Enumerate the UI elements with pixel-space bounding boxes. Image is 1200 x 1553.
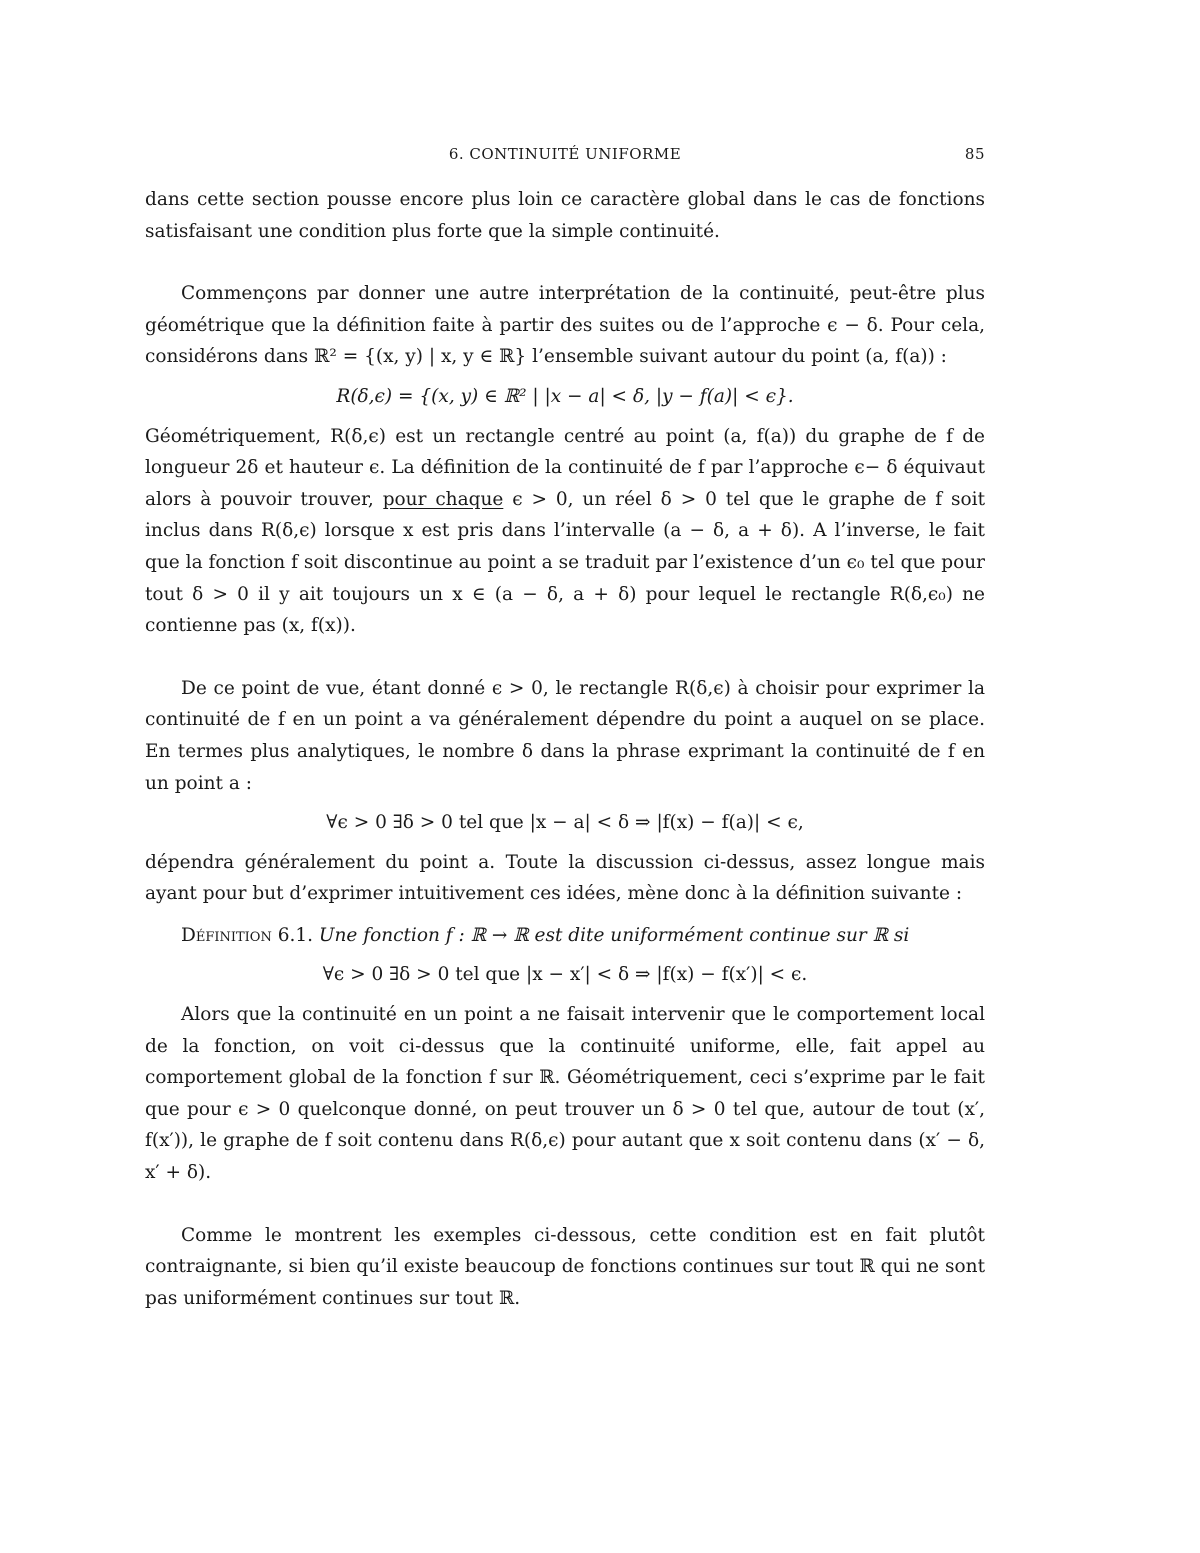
definition-6-1 — [145, 920, 985, 952]
paragraph-3-end: ϵ > 0, un réel δ > 0 tel que le graphe de f soit inclus dans R(δ,ϵ) lorsque x est pris dans l’intervalle (a − δ, a + δ). A l’inverse, le fait que la fonction f soit discontinue au point a se traduit par l’existence d’un ϵ₀ tel que pour tout δ > 0 il y ait toujours un x ∈ (a − δ, a + δ) pour lequel le rectangle R(δ,ϵ₀) ne contienne pas (x, f(x)). — [145, 488, 985, 637]
page — [145, 140, 985, 1314]
paragraph-7: Comme le montrent les exemples ci-dessous, cette condition est en fait plutôt contraignante, si bien qu’il existe beaucoup de fonctions continues sur tout ℝ qui ne sont pas uniformément continues sur tout ℝ. — [145, 1224, 985, 1309]
paragraph-4: De ce point de vue, étant donné ϵ > 0, le rectangle R(δ,ϵ) à choisir pour exprimer la continuité de f en un point a va généralement dépendre du point a auquel on se place. En termes plus analytiques, le nombre δ dans la phrase exprimant la continuité de f en un point a : — [145, 677, 985, 794]
equation-continuity: ∀ϵ > 0 ∃δ > 0 tel que |x − a| < δ ⇒ |f(x) − f(a)| < ϵ, — [326, 812, 804, 834]
running-header — [145, 140, 985, 170]
underlined-phrase: pour chaque — [382, 488, 504, 510]
paragraph-3 — [145, 421, 985, 642]
definition-text: Une fonction f : ℝ → ℝ est dite uniformément continue sur ℝ si — [318, 924, 910, 946]
chapter-title: 6. CONTINUITÉ UNIFORME — [448, 145, 682, 163]
paragraph-1: dans cette section pousse encore plus loin ce caractère global dans le cas de fonctions satisfaisant une condition plus forte que la simple continuité. — [145, 189, 985, 242]
equation-uniform-continuity: ∀ϵ > 0 ∃δ > 0 tel que |x − x′| < δ ⇒ |f(x) − f(x′)| < ϵ. — [322, 964, 808, 986]
paragraph-2: Commençons par donner une autre interprétation de la continuité, peut-être plus géométrique que la définition faite à partir des suites ou de l’approche ϵ − δ. Pour cela, considérons dans ℝ² = {(x, y) | x, y ∈ ℝ} l’ensemble suivant autour du point (a, f(a)) : — [145, 283, 985, 368]
page-number: 85 — [964, 145, 985, 163]
paragraph-6: Alors que la continuité en un point a ne faisait intervenir que le comportement local de la fonction, on voit ci-dessus que la continuité uniforme, elle, fait appel au comportement global de la fonction f sur ℝ. Géométriquement, ceci s’exprime par le fait que pour ϵ > 0 quelconque donné, on peut trouver un δ > 0 tel que, autour de tout (x′, f(x′)), le graphe de f soit contenu dans R(δ,ϵ) pour autant que x soit contenu dans (x′ − δ, x′ + δ). — [145, 1004, 985, 1184]
paragraph-3-start: Géométriquement, R(δ,ϵ) est un rectangle centré au point (a, f(a)) du graphe de f de longueur 2δ et hauteur ϵ. La définition de la continuité de f par l’approche ϵ− δ équivaut alors à pouvoir trouver, — [145, 425, 985, 510]
equation-rectangle-definition: R(δ,ϵ) = {(x, y) ∈ ℝ² | |x − a| < δ, |y − f(a)| < ϵ}. — [336, 385, 794, 407]
definition-label: Définition 6.1. — [181, 924, 314, 946]
paragraph-5: dépendra généralement du point a. Toute la discussion ci-dessus, assez longue mais ayant pour but d’exprimer intuitivement ces idées, mène donc à la définition suivante : — [145, 851, 985, 905]
